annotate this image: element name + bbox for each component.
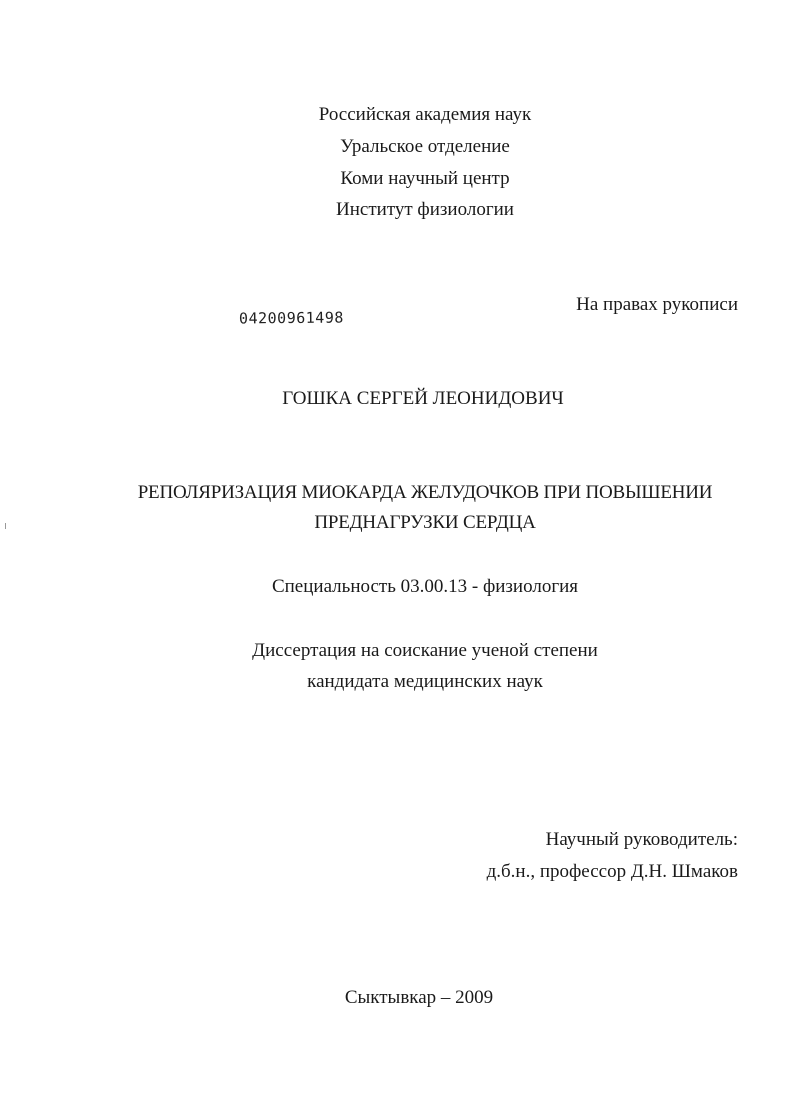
degree-line-2: кандидата медицинских наук xyxy=(307,671,543,692)
thesis-title-line-1: РЕПОЛЯРИЗАЦИЯ МИОКАРДА ЖЕЛУДОЧКОВ ПРИ ПОВЫШЕНИИ xyxy=(137,482,713,503)
registration-number-stamp: 04200961498 xyxy=(238,308,344,328)
org-line-center: Коми научный центр xyxy=(340,168,510,189)
supervisor-label: Научный руководитель: xyxy=(545,829,738,850)
degree-line-1: Диссертация на соискание ученой степени xyxy=(252,640,598,661)
org-line-branch: Уральское отделение xyxy=(340,136,510,157)
place-year: Сыктывкар – 2009 xyxy=(344,987,494,1008)
supervisor-name: д.б.н., профессор Д.Н. Шмаков xyxy=(486,861,738,882)
org-line-academy: Российская академия наук xyxy=(318,104,532,125)
scan-speck xyxy=(5,523,6,529)
org-line-institute: Институт физиологии xyxy=(336,199,514,220)
specialty-line: Специальность 03.00.13 - физиология xyxy=(271,576,579,597)
author-name: ГОШКА СЕРГЕЙ ЛЕОНИДОВИЧ xyxy=(282,388,564,409)
thesis-title-line-2: ПРЕДНАГРУЗКИ СЕРДЦА xyxy=(314,512,536,533)
rights-note: На правах рукописи xyxy=(576,294,738,315)
